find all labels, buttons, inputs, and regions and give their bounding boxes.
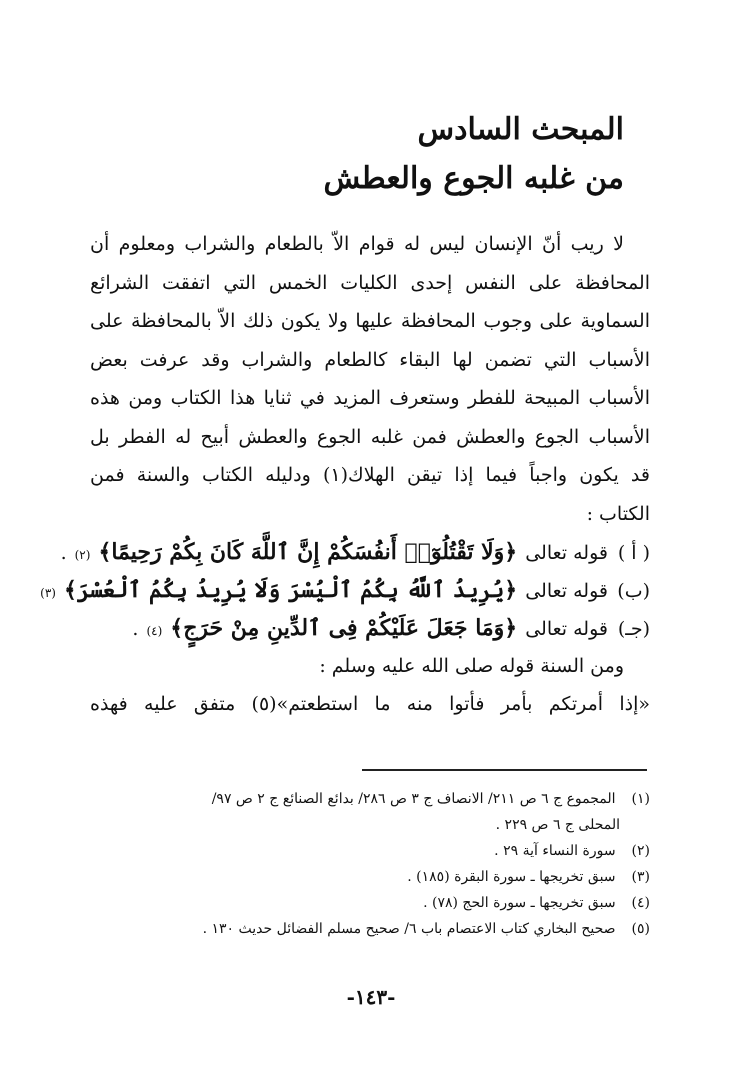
- verse-item: [60, 533, 650, 571]
- verse-intro: قوله تعالى: [525, 542, 608, 564]
- footnote-ref: (٢): [74, 548, 91, 562]
- verse-label: (ب): [617, 580, 650, 602]
- sunnah-intro: ومن السنة قوله صلى الله عليه وسلم :: [319, 655, 624, 677]
- footnote-text: صحيح البخاري كتاب الاعتصام باب ٦/ صحيح مسلم الفضائل حديث ١٣٠ .: [202, 921, 616, 937]
- verse-item: [90, 609, 650, 647]
- footnote-text: سورة النساء آية ٢٩ .: [494, 843, 616, 859]
- footnote-ref: (٣): [40, 586, 56, 600]
- footnote-text: سبق تخريجها ـ سورة البقرة (١٨٥) .: [407, 869, 616, 885]
- footnote-item: [90, 786, 650, 812]
- body-line: لا ريب أنّ الإنسان ليس له قوام الاّ بالطعام والشراب ومعلوم أن: [90, 233, 624, 255]
- footnote-item: [90, 838, 650, 864]
- footnote-ref: (٤): [146, 624, 163, 638]
- footnotes: [90, 786, 650, 942]
- body-line: المحافظة على النفس إحدى الكليات الخمس التي اتفقت الشرائع: [90, 271, 650, 294]
- body-line: قد يكون واجباً فيما إذا تيقن الهلاك(١) ودليله الكتاب والسنة فمن: [90, 464, 650, 486]
- footnote-number: (١): [631, 791, 650, 807]
- verse-intro: قوله تعالى: [525, 618, 608, 640]
- footnote-item: [90, 916, 650, 942]
- quran-verse: ﴿يُرِيدُ ٱللَّهُ بِكُمُ ٱلْيُسْرَ وَلَا يُرِيدُ بِكُمُ ٱلْعُسْرَ﴾: [63, 577, 518, 603]
- footnote-continuation: المحلى ج ٦ ص ٢٢٩ .: [495, 817, 620, 833]
- footnote-text: سبق تخريجها ـ سورة الحج (٧٨) .: [423, 895, 616, 911]
- footnote-item: [90, 890, 650, 916]
- footnote-number: (٤): [631, 895, 650, 911]
- footnote-number: (٥): [631, 921, 650, 937]
- section-subtitle: من غلبه الجوع والعطش: [323, 161, 624, 196]
- footnote-item: [90, 864, 650, 890]
- hadith-line: «إذا أمرتكم بأمر فأتوا منه ما استطعتم»(٥) متفق عليه فهذه: [90, 693, 650, 715]
- footnote-text: المجموع ج ٦ ص ٢١١/ الانصاف ج ٣ ص ٢٨٦/ بدائع الصنائع ج ٢ ص ٩٧/: [211, 791, 616, 807]
- footnote-number: (٢): [631, 843, 650, 859]
- footnote-number: (٣): [631, 869, 650, 885]
- body-line: الأسباب المبيحة للفطر وستعرف المزيد في ثنايا هذا الكتاب ومن هذه: [90, 387, 650, 409]
- body-line: السماوية على وجوب المحافظة عليها ولا يكون ذلك الاّ بالمحافظة على: [90, 310, 650, 332]
- footnote-divider: [362, 769, 647, 771]
- quran-verse: ﴿وَمَا جَعَلَ عَلَيْكُمْ فِى ٱلدِّينِ مِنْ حَرَجٍ﴾: [170, 615, 518, 641]
- section-title: المبحث السادس: [417, 112, 624, 147]
- verse-item: [40, 571, 650, 609]
- body-line: الكتاب :: [586, 502, 650, 525]
- page-number: -١٤٣-: [346, 985, 396, 1009]
- verse-end: .: [132, 618, 139, 640]
- body-line: الأسباب التي تضمن لها البقاء كالطعام والشراب وقد عرفت بعض: [90, 348, 650, 371]
- verse-intro: قوله تعالى: [525, 580, 608, 602]
- verse-label: ( أ ): [617, 542, 650, 564]
- body-line: الأسباب الجوع والعطش فمن غلبه الجوع والعطش أبيح له الفطر بل: [90, 425, 650, 448]
- body-text: [40, 225, 650, 723]
- verse-end: .: [60, 542, 67, 564]
- verse-label: (جـ): [617, 618, 650, 640]
- quran-verse: ﴿وَلَا تَقْتُلُوٓا۟ أَنفُسَكُمْ إِنَّ ٱللَّهَ كَانَ بِكُمْ رَحِيمًا﴾: [98, 539, 518, 565]
